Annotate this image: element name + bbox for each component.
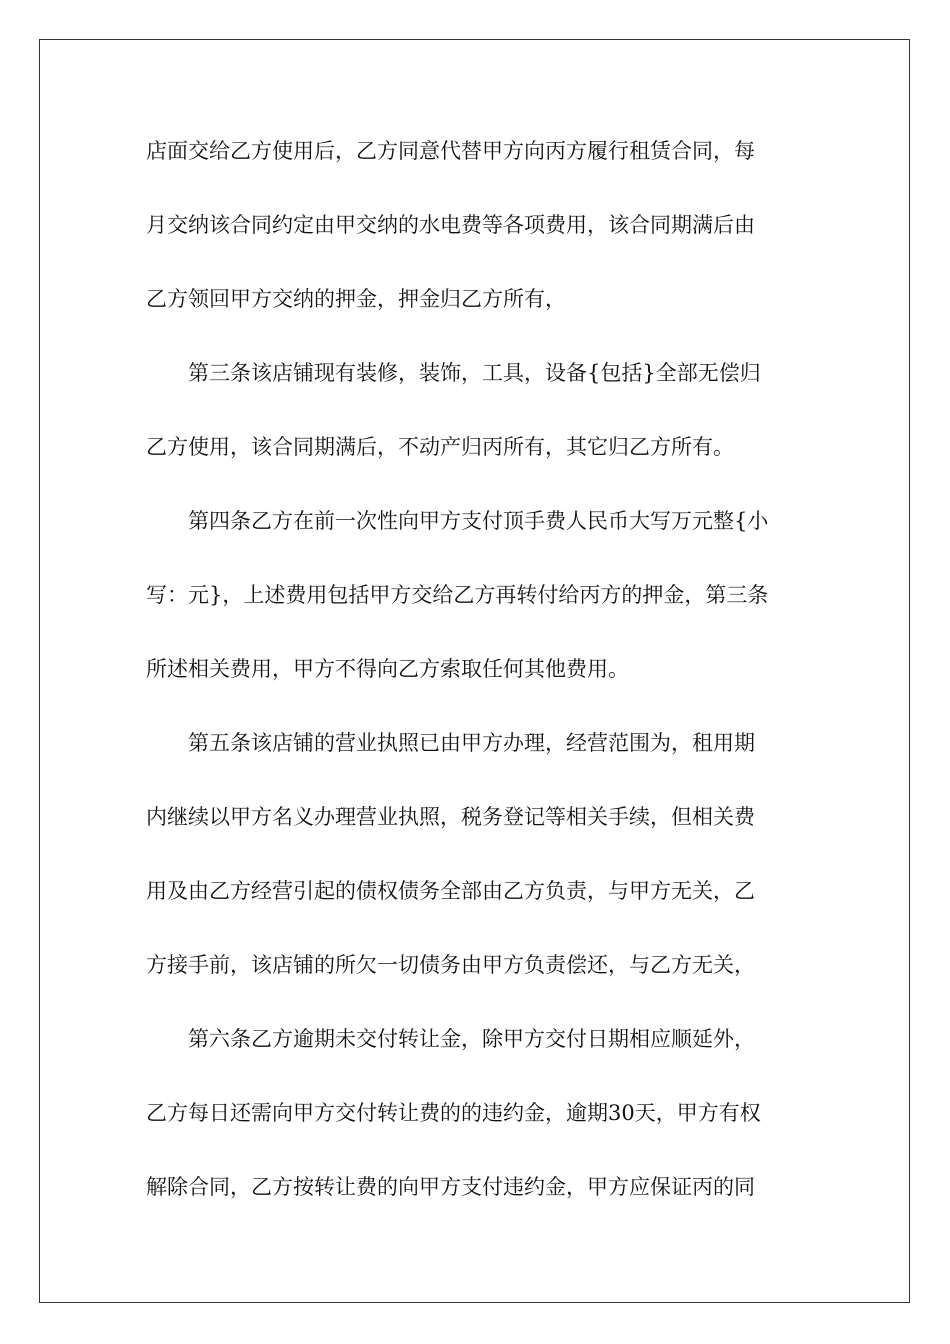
text-line: 所述相关费用，甲方不得向乙方索取任何其他费用。 (146, 657, 629, 681)
paragraph-article-6: 第六条乙方逾期未交付转让金，除甲方交付日期相应顺延外， (188, 1027, 755, 1051)
text-line: 解除合同，乙方按转让费的向甲方支付违约金，甲方应保证丙的同 (146, 1175, 755, 1199)
text-line: 店面交给乙方使用后，乙方同意代替甲方向丙方履行租赁合同，每 (146, 139, 755, 163)
paragraph-article-3: 第三条该店铺现有装修，装饰，工具，设备{包括}全部无偿归 (188, 361, 761, 385)
text-line: 乙方每日还需向甲方交付转让费的的违约金，逾期30天，甲方有权 (146, 1101, 761, 1125)
text-line: 乙方领回甲方交纳的押金，押金归乙方所有， (146, 287, 566, 311)
paragraph-article-5: 第五条该店铺的营业执照已由甲方办理，经营范围为，租用期 (188, 731, 755, 755)
text-line: 月交纳该合同约定由甲交纳的水电费等各项费用，该合同期满后由 (146, 213, 755, 237)
text-line: 方接手前，该店铺的所欠一切债务由甲方负责偿还，与乙方无关， (146, 953, 755, 977)
text-line: 用及由乙方经营引起的债权债务全部由乙方负责，与甲方无关，乙 (146, 879, 755, 903)
paragraph-article-4: 第四条乙方在前一次性向甲方支付顶手费人民币大写万元整{小 (188, 509, 769, 533)
text-line: 写：元}，上述费用包括甲方交给乙方再转付给丙方的押金，第三条 (146, 583, 769, 607)
text-line: 乙方使用，该合同期满后，不动产归丙所有，其它归乙方所有。 (146, 435, 734, 459)
text-line: 内继续以甲方名义办理营业执照，税务登记等相关手续，但相关费 (146, 805, 755, 829)
